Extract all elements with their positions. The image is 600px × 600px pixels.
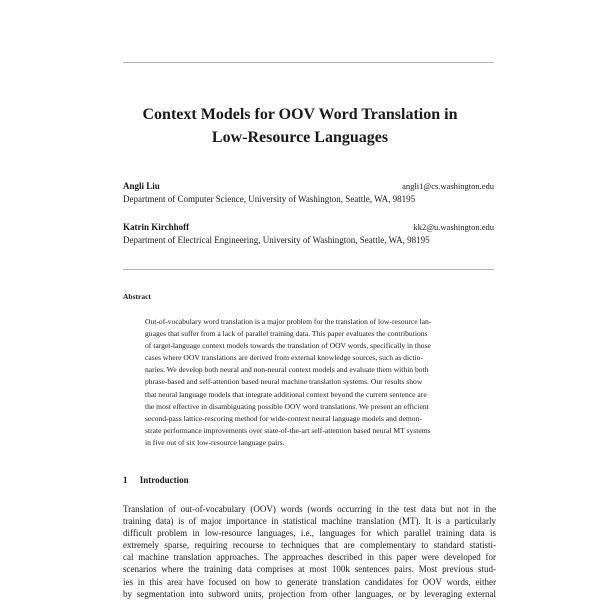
abstract-line: cases where OOV translations are derived from external knowledge sources, such as dictio- bbox=[145, 353, 423, 363]
intro-line: extremely sparse, requiring recourse to techniques that are complementary to standard statisti- bbox=[123, 540, 496, 551]
abstract-line: guages that suffer from a lack of parallel training data. This paper evaluates the contributions bbox=[145, 329, 428, 339]
intro-paragraph bbox=[123, 503, 496, 600]
abstract-line: the most effective in disambiguating possible OOV word translations. We present an efficient bbox=[145, 401, 429, 411]
author-block bbox=[123, 221, 494, 247]
abstract-body bbox=[145, 316, 476, 449]
paper-title bbox=[100, 103, 500, 149]
title-line: Low-Resource Languages bbox=[211, 129, 389, 146]
author-email: angli1@cs.washington.edu bbox=[402, 181, 494, 191]
title-line: Context Models for OOV Word Translation in bbox=[142, 106, 458, 123]
abstract-line: that neural language models that integrate additional context beyond the current sentence are bbox=[145, 389, 427, 399]
abstract-heading: Abstract bbox=[123, 292, 151, 301]
abstract-line: naries. We develop both neural and non-neural context models and evaluate them within both bbox=[145, 365, 429, 375]
abstract-line: phrase-based and self-attention based neural machine translation systems. Our results show bbox=[145, 377, 423, 387]
intro-line: by segmentation into subword units, projection from other languages, or by leveraging external bbox=[123, 588, 496, 599]
author-name: Katrin Kirchhoff bbox=[123, 222, 190, 232]
top-rule bbox=[123, 62, 494, 63]
abstract-line: in five out of six low-resource language pairs. bbox=[145, 437, 285, 447]
abstract-line: of target-language context models towards the translation of OOV words, specifically in those bbox=[145, 341, 431, 351]
author-name: Angli Liu bbox=[123, 181, 160, 191]
author-block bbox=[123, 180, 494, 206]
intro-line: training data) is of major importance in statistical machine translation (MT). It is a particularly bbox=[123, 516, 496, 527]
author-email: kk2@u.washington.edu bbox=[413, 222, 494, 232]
intro-line: Translation of out-of-vocabulary (OOV) words (words occurring in the test data but not in the bbox=[123, 504, 496, 514]
section-heading bbox=[123, 475, 189, 485]
intro-line: scenarios where the training data comprises at most 100k sentences pairs. Most previous stud- bbox=[123, 564, 496, 575]
abstract-line: strate performance improvements over state-of-the-art self-attention based neural MT systems bbox=[145, 425, 431, 435]
section-title: Introduction bbox=[139, 475, 189, 485]
intro-line: cal machine translation approaches. The approaches described in this paper were developed for bbox=[123, 552, 496, 563]
intro-line: ies in this area have focused on how to generate translation candidates for OOV words, either bbox=[123, 576, 496, 587]
section-number: 1 bbox=[123, 475, 128, 485]
abstract-line: Out-of-vocabulary word translation is a major problem for the translation of low-resource lan- bbox=[145, 317, 432, 326]
header-rule bbox=[123, 269, 494, 270]
author-affiliation: Department of Computer Science, University of Washington, Seattle, WA, 98195 bbox=[123, 194, 416, 204]
intro-line: difficult problem in low-resource languages, i.e., languages for which parallel training data is bbox=[123, 528, 496, 539]
abstract-line: second-pass lattice-rescoring method for wide-context neural language models and demon- bbox=[145, 413, 422, 423]
author-affiliation: Department of Electrical Engineering, University of Washington, Seattle, WA, 98195 bbox=[123, 235, 430, 245]
